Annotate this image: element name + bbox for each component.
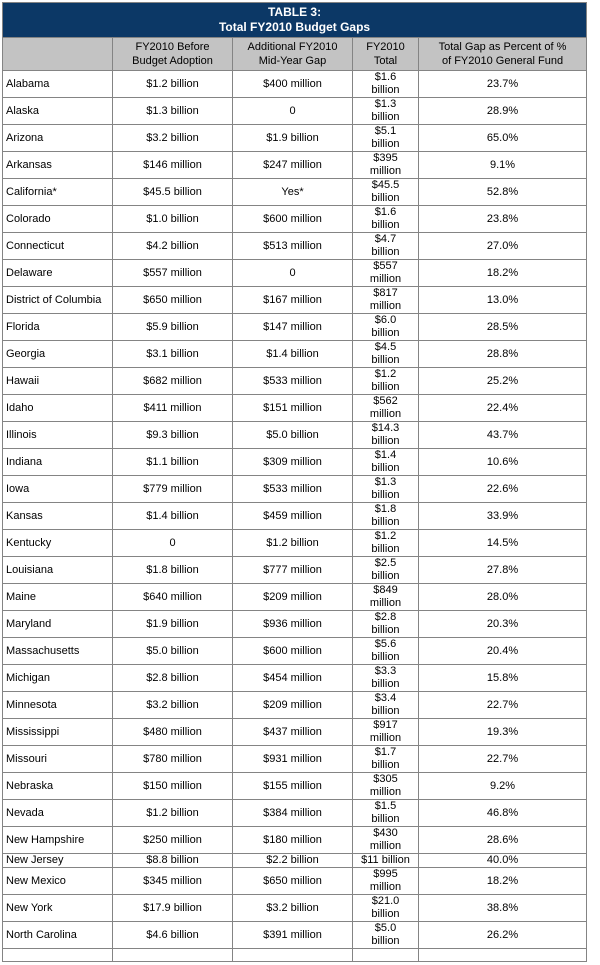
- before-cell: $1.3 billion: [113, 98, 233, 125]
- midyear-cell: $533 million: [233, 368, 353, 395]
- before-cell: $345 million: [113, 868, 233, 895]
- before-cell: $640 million: [113, 584, 233, 611]
- total-cell: $562 million: [353, 395, 419, 422]
- state-cell: Louisiana: [3, 557, 113, 584]
- col-header-midyear-gap: Additional FY2010 Mid-Year Gap: [233, 38, 353, 71]
- column-header-row: [3, 38, 587, 71]
- table-row: [3, 800, 587, 827]
- before-cell: $1.2 billion: [113, 800, 233, 827]
- table-row: [3, 868, 587, 895]
- total-cell: $5.1 billion: [353, 125, 419, 152]
- before-cell: $8.8 billion: [113, 854, 233, 868]
- midyear-cell: $459 million: [233, 503, 353, 530]
- total-cell: $1.3 billion: [353, 476, 419, 503]
- midyear-cell: $151 million: [233, 395, 353, 422]
- midyear-cell: $309 million: [233, 449, 353, 476]
- table-row: [3, 368, 587, 395]
- percent-cell: 22.7%: [419, 746, 587, 773]
- state-cell: New Mexico: [3, 868, 113, 895]
- state-cell: District of Columbia: [3, 287, 113, 314]
- percent-cell: 15.8%: [419, 665, 587, 692]
- before-cell: $1.8 billion: [113, 557, 233, 584]
- total-cell: $5.6 billion: [353, 638, 419, 665]
- table-row: [3, 692, 587, 719]
- state-cell: Indiana: [3, 449, 113, 476]
- total-cell: $3.4 billion: [353, 692, 419, 719]
- state-cell: New Jersey: [3, 854, 113, 868]
- before-cell: $1.2 billion: [113, 71, 233, 98]
- percent-cell: 18.2%: [419, 868, 587, 895]
- table-row: [3, 557, 587, 584]
- midyear-cell: $384 million: [233, 800, 353, 827]
- state-cell: Connecticut: [3, 233, 113, 260]
- percent-cell: 9.1%: [419, 152, 587, 179]
- percent-cell: 25.2%: [419, 368, 587, 395]
- midyear-cell: $936 million: [233, 611, 353, 638]
- state-cell: Alabama: [3, 71, 113, 98]
- percent-cell: [419, 949, 587, 962]
- midyear-cell: $650 million: [233, 868, 353, 895]
- before-cell: $17.9 billion: [113, 895, 233, 922]
- percent-cell: 10.6%: [419, 449, 587, 476]
- before-cell: [113, 949, 233, 962]
- table-row: [3, 746, 587, 773]
- percent-cell: 23.7%: [419, 71, 587, 98]
- percent-cell: 22.4%: [419, 395, 587, 422]
- table-row: [3, 449, 587, 476]
- percent-cell: 13.0%: [419, 287, 587, 314]
- budget-gaps-table: [2, 2, 587, 962]
- state-cell: Colorado: [3, 206, 113, 233]
- before-cell: 0: [113, 530, 233, 557]
- table-body: [3, 71, 587, 962]
- table-row: [3, 503, 587, 530]
- before-cell: $45.5 billion: [113, 179, 233, 206]
- before-cell: $1.1 billion: [113, 449, 233, 476]
- percent-cell: 19.3%: [419, 719, 587, 746]
- before-cell: $1.0 billion: [113, 206, 233, 233]
- percent-cell: 26.2%: [419, 922, 587, 949]
- total-cell: $4.7 billion: [353, 233, 419, 260]
- state-cell: Arkansas: [3, 152, 113, 179]
- before-cell: $250 million: [113, 827, 233, 854]
- midyear-cell: $533 million: [233, 476, 353, 503]
- total-cell: $395 million: [353, 152, 419, 179]
- total-cell: $1.2 billion: [353, 530, 419, 557]
- state-cell: Kentucky: [3, 530, 113, 557]
- midyear-cell: $1.4 billion: [233, 341, 353, 368]
- midyear-cell: Yes*: [233, 179, 353, 206]
- table-row: [3, 638, 587, 665]
- midyear-cell: $247 million: [233, 152, 353, 179]
- percent-cell: 27.0%: [419, 233, 587, 260]
- before-cell: $411 million: [113, 395, 233, 422]
- table-row: [3, 665, 587, 692]
- table-row: [3, 125, 587, 152]
- state-cell: Maryland: [3, 611, 113, 638]
- table-row: [3, 476, 587, 503]
- table-row: [3, 422, 587, 449]
- total-cell: $3.3 billion: [353, 665, 419, 692]
- percent-cell: 22.7%: [419, 692, 587, 719]
- midyear-cell: $400 million: [233, 71, 353, 98]
- table-row: [3, 854, 587, 868]
- midyear-cell: $1.2 billion: [233, 530, 353, 557]
- total-cell: $45.5 billion: [353, 179, 419, 206]
- total-cell: $5.0 billion: [353, 922, 419, 949]
- state-cell: Idaho: [3, 395, 113, 422]
- state-cell: Missouri: [3, 746, 113, 773]
- before-cell: $146 million: [113, 152, 233, 179]
- percent-cell: 14.5%: [419, 530, 587, 557]
- percent-cell: 43.7%: [419, 422, 587, 449]
- before-cell: $780 million: [113, 746, 233, 773]
- midyear-cell: $209 million: [233, 584, 353, 611]
- percent-cell: 40.0%: [419, 854, 587, 868]
- percent-cell: 22.6%: [419, 476, 587, 503]
- table-row: [3, 395, 587, 422]
- state-cell: Florida: [3, 314, 113, 341]
- total-cell: $917 million: [353, 719, 419, 746]
- table-row: [3, 152, 587, 179]
- percent-cell: 20.3%: [419, 611, 587, 638]
- before-cell: $682 million: [113, 368, 233, 395]
- table-row: [3, 206, 587, 233]
- state-cell: New Hampshire: [3, 827, 113, 854]
- before-cell: $650 million: [113, 287, 233, 314]
- midyear-cell: $155 million: [233, 773, 353, 800]
- table-row: [3, 827, 587, 854]
- total-cell: $1.8 billion: [353, 503, 419, 530]
- table-row: [3, 895, 587, 922]
- before-cell: $9.3 billion: [113, 422, 233, 449]
- total-cell: $430 million: [353, 827, 419, 854]
- table-row: [3, 314, 587, 341]
- before-cell: $1.9 billion: [113, 611, 233, 638]
- midyear-cell: $437 million: [233, 719, 353, 746]
- percent-cell: 52.8%: [419, 179, 587, 206]
- total-cell: $1.7 billion: [353, 746, 419, 773]
- midyear-cell: 0: [233, 260, 353, 287]
- before-cell: $3.2 billion: [113, 692, 233, 719]
- total-cell: $4.5 billion: [353, 341, 419, 368]
- midyear-cell: $391 million: [233, 922, 353, 949]
- midyear-cell: $600 million: [233, 638, 353, 665]
- total-cell: $305 million: [353, 773, 419, 800]
- table-row: [3, 719, 587, 746]
- total-cell: $1.3 billion: [353, 98, 419, 125]
- midyear-cell: $1.9 billion: [233, 125, 353, 152]
- total-cell: $1.2 billion: [353, 368, 419, 395]
- before-cell: $779 million: [113, 476, 233, 503]
- total-cell: $1.6 billion: [353, 71, 419, 98]
- midyear-cell: $454 million: [233, 665, 353, 692]
- state-cell: New York: [3, 895, 113, 922]
- percent-cell: 65.0%: [419, 125, 587, 152]
- table-row: [3, 773, 587, 800]
- before-cell: $3.1 billion: [113, 341, 233, 368]
- percent-cell: 33.9%: [419, 503, 587, 530]
- percent-cell: 9.2%: [419, 773, 587, 800]
- before-cell: $480 million: [113, 719, 233, 746]
- before-cell: $3.2 billion: [113, 125, 233, 152]
- col-header-fy2010-total: FY2010 Total: [353, 38, 419, 71]
- midyear-cell: 0: [233, 98, 353, 125]
- midyear-cell: [233, 949, 353, 962]
- state-cell: Nebraska: [3, 773, 113, 800]
- midyear-cell: $513 million: [233, 233, 353, 260]
- total-cell: $2.8 billion: [353, 611, 419, 638]
- state-cell: North Carolina: [3, 922, 113, 949]
- state-cell: Minnesota: [3, 692, 113, 719]
- total-cell: $995 million: [353, 868, 419, 895]
- percent-cell: 38.8%: [419, 895, 587, 922]
- midyear-cell: $180 million: [233, 827, 353, 854]
- percent-cell: 28.8%: [419, 341, 587, 368]
- total-cell: [353, 949, 419, 962]
- percent-cell: 20.4%: [419, 638, 587, 665]
- total-cell: $849 million: [353, 584, 419, 611]
- before-cell: $557 million: [113, 260, 233, 287]
- total-cell: $2.5 billion: [353, 557, 419, 584]
- percent-cell: 23.8%: [419, 206, 587, 233]
- percent-cell: 46.8%: [419, 800, 587, 827]
- page: [0, 2, 600, 965]
- table-title: TABLE 3: Total FY2010 Budget Gaps: [3, 3, 587, 38]
- total-cell: $11 billion: [353, 854, 419, 868]
- col-header-percent-general-fund: Total Gap as Percent of % of FY2010 General Fund: [419, 38, 587, 71]
- state-cell: Nevada: [3, 800, 113, 827]
- total-cell: $557 million: [353, 260, 419, 287]
- table-row: [3, 287, 587, 314]
- total-cell: $1.6 billion: [353, 206, 419, 233]
- total-cell: $21.0 billion: [353, 895, 419, 922]
- percent-cell: 28.0%: [419, 584, 587, 611]
- total-cell: $1.5 billion: [353, 800, 419, 827]
- table-row: [3, 341, 587, 368]
- before-cell: $4.2 billion: [113, 233, 233, 260]
- state-cell: Arizona: [3, 125, 113, 152]
- midyear-cell: $2.2 billion: [233, 854, 353, 868]
- col-header-state: [3, 38, 113, 71]
- percent-cell: 18.2%: [419, 260, 587, 287]
- table-row: [3, 179, 587, 206]
- state-cell: Massachusetts: [3, 638, 113, 665]
- table-row: [3, 98, 587, 125]
- table-row: [3, 71, 587, 98]
- table-row: [3, 922, 587, 949]
- total-cell: $14.3 billion: [353, 422, 419, 449]
- total-cell: $6.0 billion: [353, 314, 419, 341]
- state-cell: Maine: [3, 584, 113, 611]
- midyear-cell: $931 million: [233, 746, 353, 773]
- midyear-cell: $600 million: [233, 206, 353, 233]
- percent-cell: 28.6%: [419, 827, 587, 854]
- state-cell: Michigan: [3, 665, 113, 692]
- table-row: [3, 260, 587, 287]
- total-cell: $1.4 billion: [353, 449, 419, 476]
- partial-cutoff-row: [3, 949, 587, 962]
- state-cell: Illinois: [3, 422, 113, 449]
- state-cell: Alaska: [3, 98, 113, 125]
- state-cell: Iowa: [3, 476, 113, 503]
- midyear-cell: $3.2 billion: [233, 895, 353, 922]
- before-cell: $2.8 billion: [113, 665, 233, 692]
- table-row: [3, 233, 587, 260]
- table-row: [3, 530, 587, 557]
- before-cell: $1.4 billion: [113, 503, 233, 530]
- before-cell: $5.0 billion: [113, 638, 233, 665]
- midyear-cell: $167 million: [233, 287, 353, 314]
- midyear-cell: $5.0 billion: [233, 422, 353, 449]
- table-row: [3, 584, 587, 611]
- table-row: [3, 611, 587, 638]
- before-cell: $4.6 billion: [113, 922, 233, 949]
- total-cell: $817 million: [353, 287, 419, 314]
- state-cell: California*: [3, 179, 113, 206]
- title-row: [3, 3, 587, 38]
- before-cell: $150 million: [113, 773, 233, 800]
- state-cell: Kansas: [3, 503, 113, 530]
- midyear-cell: $777 million: [233, 557, 353, 584]
- percent-cell: 28.5%: [419, 314, 587, 341]
- state-cell: Delaware: [3, 260, 113, 287]
- percent-cell: 28.9%: [419, 98, 587, 125]
- state-cell: Mississippi: [3, 719, 113, 746]
- state-cell: Hawaii: [3, 368, 113, 395]
- state-cell: [3, 949, 113, 962]
- midyear-cell: $209 million: [233, 692, 353, 719]
- state-cell: Georgia: [3, 341, 113, 368]
- col-header-before-budget-adoption: FY2010 Before Budget Adoption: [113, 38, 233, 71]
- percent-cell: 27.8%: [419, 557, 587, 584]
- before-cell: $5.9 billion: [113, 314, 233, 341]
- midyear-cell: $147 million: [233, 314, 353, 341]
